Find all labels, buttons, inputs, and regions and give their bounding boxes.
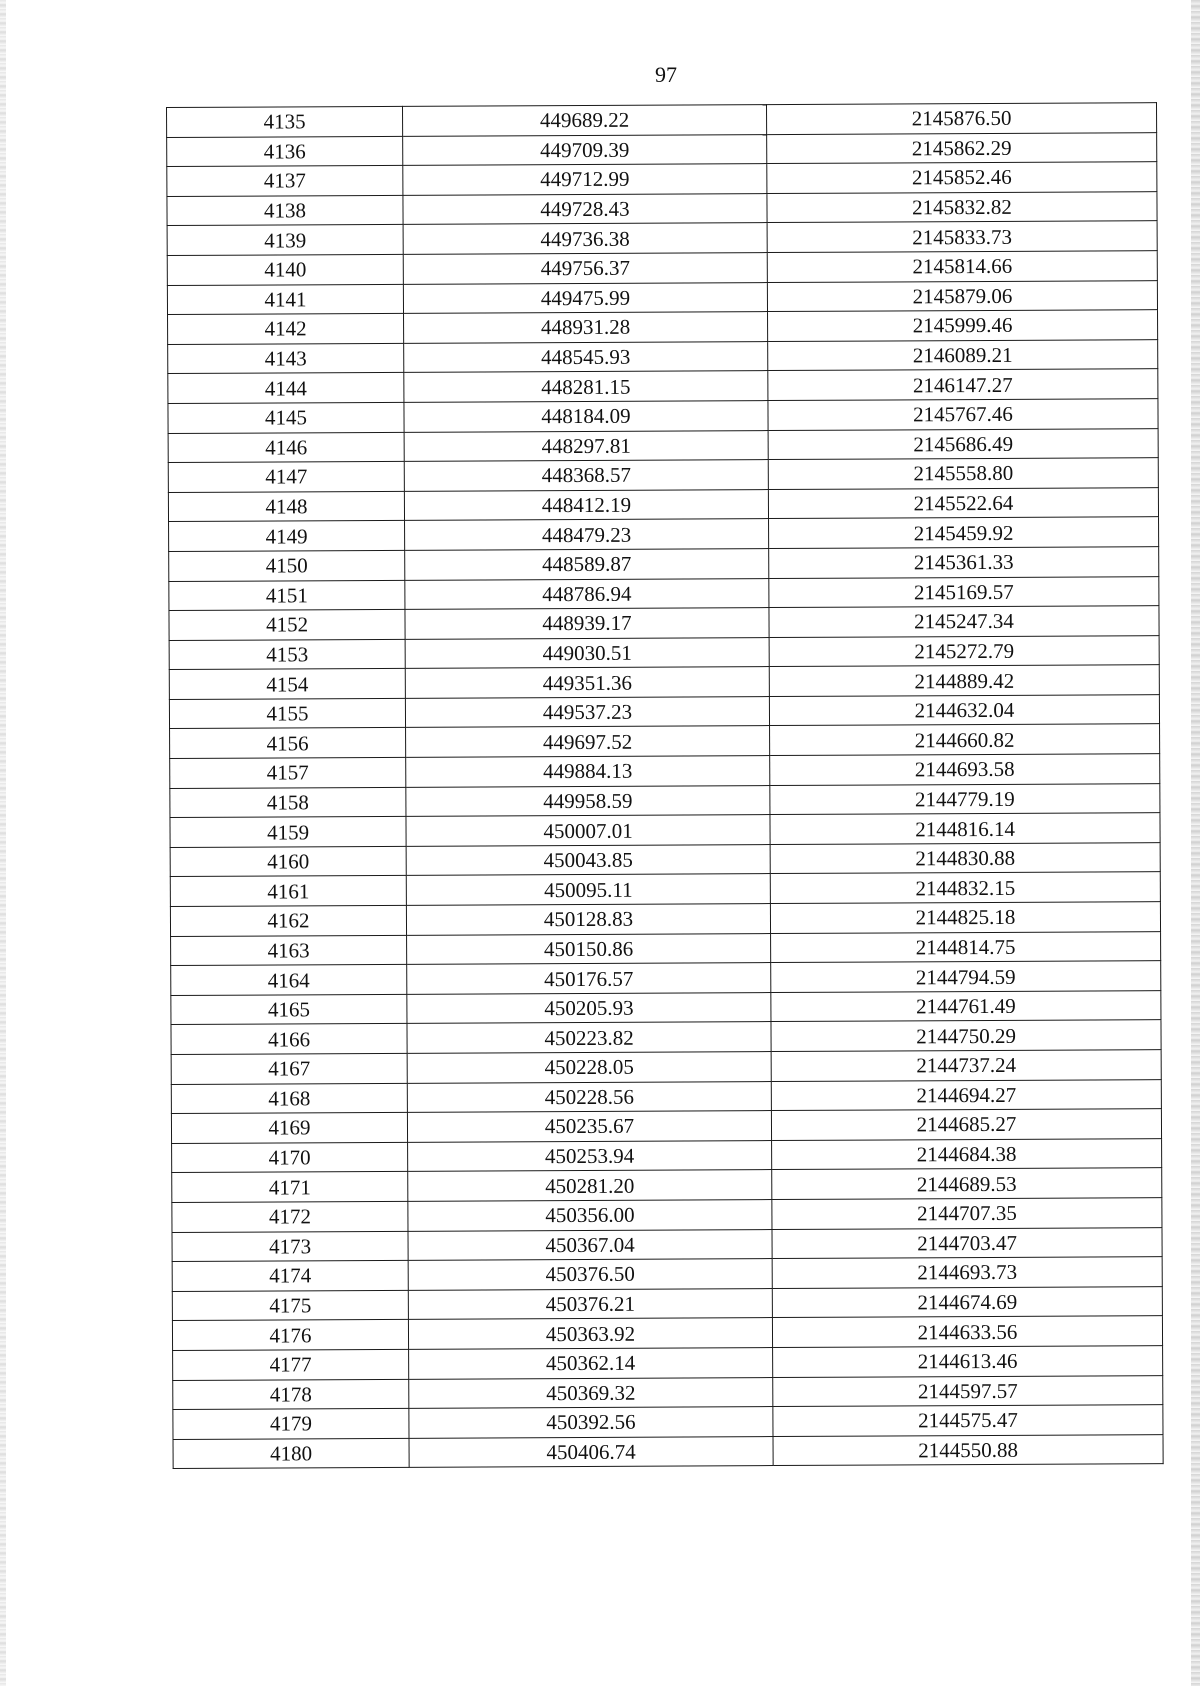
point-id-cell: 4155 [169,698,405,729]
y-coordinate-cell: 2144693.73 [772,1257,1162,1288]
point-id-cell: 4174 [172,1260,408,1291]
table-row [167,280,1157,314]
y-coordinate-cell: 2145832.82 [767,191,1157,222]
y-coordinate-cell: 2144830.88 [770,842,1160,873]
x-coordinate-cell: 449958.59 [406,785,770,816]
table-row [167,251,1157,285]
point-id-cell: 4150 [169,550,405,581]
table-row [167,162,1157,196]
table-row [168,339,1158,373]
table-row [172,1316,1162,1350]
table-row [168,428,1158,462]
y-coordinate-cell: 2144703.47 [772,1227,1162,1258]
y-coordinate-cell: 2145862.29 [767,132,1157,163]
x-coordinate-cell: 448939.17 [405,608,769,639]
x-coordinate-cell: 449709.39 [403,134,767,165]
coordinate-table-wrapper [166,102,1163,1469]
x-coordinate-cell: 450253.94 [408,1140,772,1171]
y-coordinate-cell: 2145879.06 [767,280,1157,311]
x-coordinate-cell: 449475.99 [403,282,767,313]
table-row [172,1257,1162,1291]
y-coordinate-cell: 2144613.46 [773,1346,1163,1377]
x-coordinate-cell: 450376.21 [408,1288,772,1319]
x-coordinate-cell: 448545.93 [404,341,768,372]
x-coordinate-cell: 450095.11 [406,874,770,905]
y-coordinate-cell: 2144550.88 [773,1434,1163,1465]
y-coordinate-cell: 2145522.64 [768,487,1158,518]
point-id-cell: 4137 [167,166,403,197]
table-row [171,931,1161,965]
y-coordinate-cell: 2145361.33 [769,547,1159,578]
x-coordinate-cell: 448297.81 [404,430,768,461]
point-id-cell: 4163 [171,935,407,966]
x-coordinate-cell: 448786.94 [405,578,769,609]
coordinate-table-body [167,103,1164,1469]
table-row [172,1138,1162,1172]
point-id-cell: 4162 [170,905,406,936]
point-id-cell: 4135 [167,106,403,137]
x-coordinate-cell: 449697.52 [406,726,770,757]
x-coordinate-cell: 450128.83 [406,904,770,935]
table-row [169,517,1159,551]
point-id-cell: 4175 [172,1290,408,1321]
x-coordinate-cell: 449537.23 [405,696,769,727]
y-coordinate-cell: 2144684.38 [772,1138,1162,1169]
table-row [170,783,1160,817]
x-coordinate-cell: 450007.01 [406,815,770,846]
point-id-cell: 4156 [170,728,406,759]
y-coordinate-cell: 2144689.53 [772,1168,1162,1199]
x-coordinate-cell: 450363.92 [408,1318,772,1349]
point-id-cell: 4147 [168,461,404,492]
x-coordinate-cell: 450392.56 [409,1407,773,1438]
x-coordinate-cell: 448368.57 [404,460,768,491]
point-id-cell: 4146 [168,432,404,463]
table-row [171,1020,1161,1054]
x-coordinate-cell: 449689.22 [402,105,766,136]
x-coordinate-cell: 450150.86 [407,933,771,964]
table-row [167,132,1157,166]
point-id-cell: 4165 [171,994,407,1025]
y-coordinate-cell: 2145767.46 [768,399,1158,430]
point-id-cell: 4171 [172,1172,408,1203]
x-coordinate-cell: 449712.99 [403,164,767,195]
table-row [170,902,1160,936]
point-id-cell: 4152 [169,609,405,640]
table-row [169,606,1159,640]
x-coordinate-cell: 449728.43 [403,193,767,224]
y-coordinate-cell: 2144597.57 [773,1375,1163,1406]
point-id-cell: 4143 [168,343,404,374]
x-coordinate-cell: 450228.05 [407,1052,771,1083]
table-row [172,1227,1162,1261]
x-coordinate-cell: 450205.93 [407,992,771,1023]
point-id-cell: 4141 [167,284,403,315]
point-id-cell: 4148 [168,491,404,522]
x-coordinate-cell: 449884.13 [406,756,770,787]
table-row [173,1375,1163,1409]
y-coordinate-cell: 2144685.27 [771,1109,1161,1140]
x-coordinate-cell: 448184.09 [404,400,768,431]
y-coordinate-cell: 2144674.69 [772,1286,1162,1317]
x-coordinate-cell: 450362.14 [409,1347,773,1378]
x-coordinate-cell: 448931.28 [404,312,768,343]
coordinate-table [166,102,1164,1469]
y-coordinate-cell: 2144779.19 [770,783,1160,814]
point-id-cell: 4138 [167,195,403,226]
x-coordinate-cell: 450356.00 [408,1200,772,1231]
table-row [171,1079,1161,1113]
y-coordinate-cell: 2145852.46 [767,162,1157,193]
y-coordinate-cell: 2145876.50 [766,103,1156,134]
y-coordinate-cell: 2146147.27 [768,369,1158,400]
x-coordinate-cell: 450176.57 [407,963,771,994]
point-id-cell: 4145 [168,402,404,433]
y-coordinate-cell: 2144761.49 [771,990,1161,1021]
x-coordinate-cell: 450235.67 [407,1111,771,1142]
x-coordinate-cell: 448281.15 [404,371,768,402]
point-id-cell: 4139 [167,225,403,256]
y-coordinate-cell: 2144750.29 [771,1020,1161,1051]
table-row [170,813,1160,847]
y-coordinate-cell: 2145999.46 [768,310,1158,341]
y-coordinate-cell: 2145686.49 [768,428,1158,459]
point-id-cell: 4179 [173,1408,409,1439]
point-id-cell: 4154 [169,669,405,700]
point-id-cell: 4164 [171,965,407,996]
point-id-cell: 4167 [171,1053,407,1084]
point-id-cell: 4151 [169,580,405,611]
table-row [171,990,1161,1024]
table-row [169,695,1159,729]
page-number: 97 [655,62,677,87]
point-id-cell: 4169 [171,1113,407,1144]
x-coordinate-cell: 448479.23 [405,519,769,550]
y-coordinate-cell: 2144694.27 [771,1079,1161,1110]
point-id-cell: 4136 [167,136,403,167]
y-coordinate-cell: 2145814.66 [767,251,1157,282]
x-coordinate-cell: 450043.85 [406,844,770,875]
table-row [170,842,1160,876]
table-row [173,1405,1163,1439]
point-id-cell: 4180 [173,1438,409,1469]
point-id-cell: 4149 [169,521,405,552]
y-coordinate-cell: 2144814.75 [771,931,1161,962]
y-coordinate-cell: 2145833.73 [767,221,1157,252]
point-id-cell: 4160 [170,846,406,877]
table-row [167,191,1157,225]
y-coordinate-cell: 2144737.24 [771,1050,1161,1081]
y-coordinate-cell: 2144816.14 [770,813,1160,844]
table-row [167,221,1157,255]
point-id-cell: 4140 [167,254,403,285]
y-coordinate-cell: 2144660.82 [770,724,1160,755]
point-id-cell: 4157 [170,757,406,788]
table-row [168,487,1158,521]
x-coordinate-cell: 450376.50 [408,1259,772,1290]
table-row [168,369,1158,403]
x-coordinate-cell: 449030.51 [405,637,769,668]
point-id-cell: 4142 [168,313,404,344]
table-row [170,872,1160,906]
table-row [168,458,1158,492]
y-coordinate-cell: 2144825.18 [770,902,1160,933]
scan-edge-left [0,0,6,1686]
table-row [168,310,1158,344]
y-coordinate-cell: 2144693.58 [770,754,1160,785]
x-coordinate-cell: 450223.82 [407,1022,771,1053]
table-row [170,724,1160,758]
point-id-cell: 4161 [170,876,406,907]
table-row [171,961,1161,995]
y-coordinate-cell: 2144632.04 [769,695,1159,726]
y-coordinate-cell: 2144575.47 [773,1405,1163,1436]
point-id-cell: 4144 [168,373,404,404]
y-coordinate-cell: 2144889.42 [769,665,1159,696]
y-coordinate-cell: 2145558.80 [768,458,1158,489]
x-coordinate-cell: 448412.19 [404,489,768,520]
table-row [172,1286,1162,1320]
x-coordinate-cell: 450281.20 [408,1170,772,1201]
table-row [169,547,1159,581]
x-coordinate-cell: 450228.56 [407,1081,771,1112]
point-id-cell: 4177 [173,1349,409,1380]
table-row [169,635,1159,669]
y-coordinate-cell: 2145247.34 [769,606,1159,637]
y-coordinate-cell: 2145169.57 [769,576,1159,607]
y-coordinate-cell: 2145459.92 [769,517,1159,548]
point-id-cell: 4158 [170,787,406,818]
x-coordinate-cell: 449756.37 [403,253,767,284]
point-id-cell: 4173 [172,1231,408,1262]
y-coordinate-cell: 2145272.79 [769,635,1159,666]
point-id-cell: 4153 [169,639,405,670]
point-id-cell: 4176 [172,1320,408,1351]
y-coordinate-cell: 2144707.35 [772,1198,1162,1229]
y-coordinate-cell: 2144832.15 [770,872,1160,903]
point-id-cell: 4159 [170,817,406,848]
x-coordinate-cell: 450369.32 [409,1377,773,1408]
scan-edge-right [1191,0,1200,1686]
point-id-cell: 4168 [171,1083,407,1114]
x-coordinate-cell: 450367.04 [408,1229,772,1260]
y-coordinate-cell: 2144633.56 [772,1316,1162,1347]
table-row [167,103,1157,137]
table-row [173,1434,1163,1468]
point-id-cell: 4170 [172,1142,408,1173]
table-row [172,1198,1162,1232]
table-row [168,399,1158,433]
table-row [171,1050,1161,1084]
y-coordinate-cell: 2144794.59 [771,961,1161,992]
table-row [173,1346,1163,1380]
table-row [170,754,1160,788]
x-coordinate-cell: 448589.87 [405,548,769,579]
x-coordinate-cell: 450406.74 [409,1436,773,1467]
point-id-cell: 4178 [173,1379,409,1410]
point-id-cell: 4172 [172,1201,408,1232]
y-coordinate-cell: 2146089.21 [768,339,1158,370]
table-row [172,1168,1162,1202]
table-row [171,1109,1161,1143]
table-row [169,665,1159,699]
x-coordinate-cell: 449351.36 [405,667,769,698]
x-coordinate-cell: 449736.38 [403,223,767,254]
table-row [169,576,1159,610]
point-id-cell: 4166 [171,1024,407,1055]
